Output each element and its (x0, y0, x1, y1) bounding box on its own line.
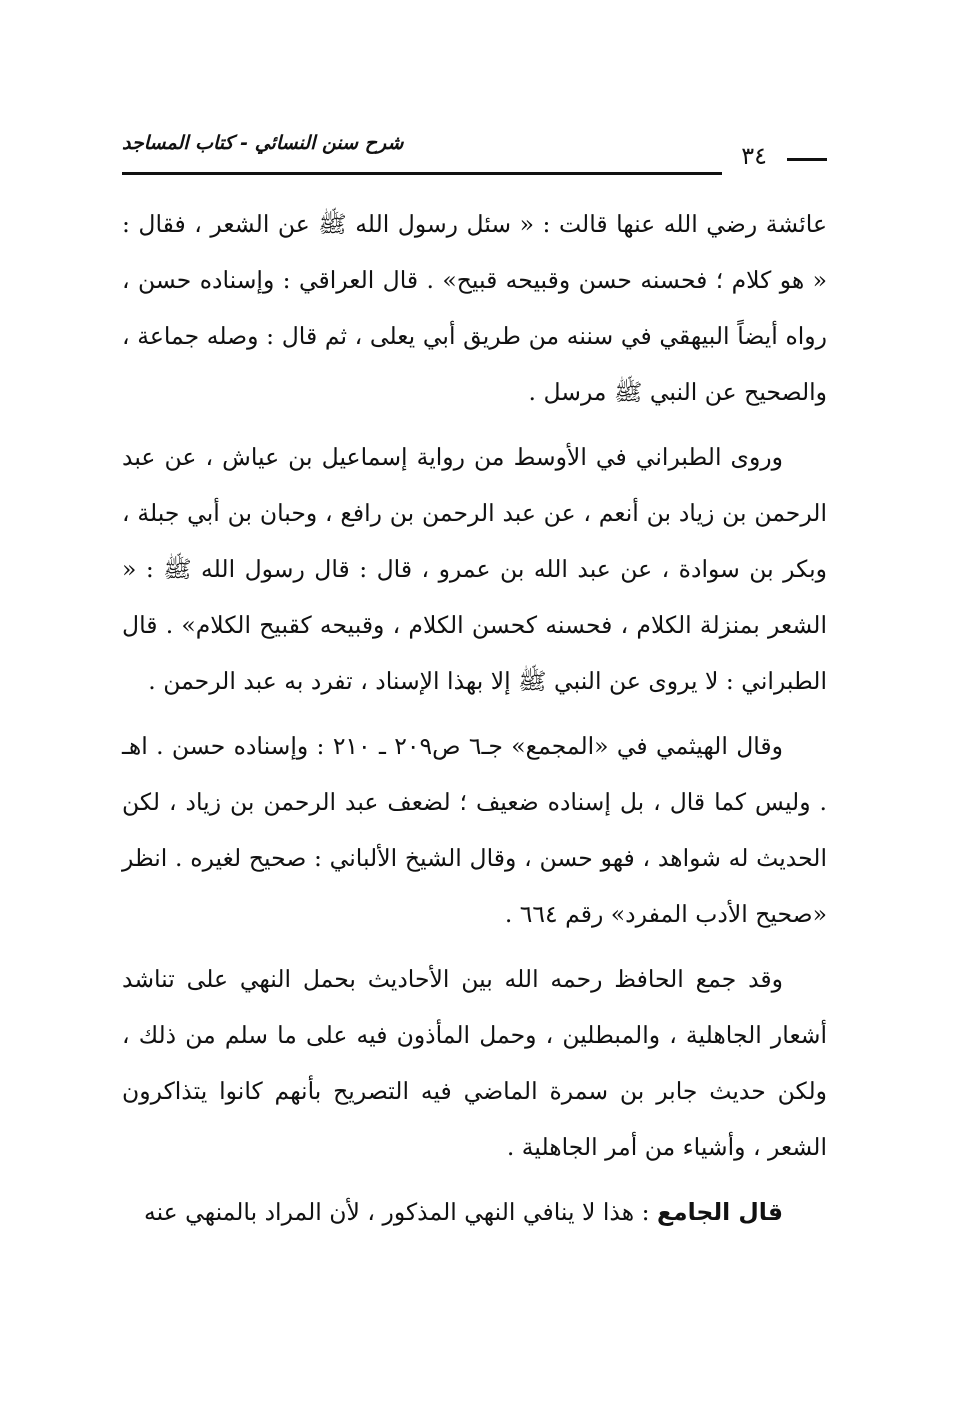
paragraph-4: وقد جمع الحافظ رحمه الله بين الأحاديث بحمل النهي على تناشد أشعار الجاهلية ، والمبطلين ، وحمل المأذون فيه على ما سلم من ذلك ، ولكن حديث جابر بن سمرة الماضي فيه التصريح بأنهم كانوا يتذاكرون الشعر ، وأشياء من أمر الجاهلية . (122, 965, 827, 1161)
page-number-dash (787, 158, 827, 161)
paragraph-3: وقال الهيثمي في «المجمع» جـ٦ ص٢٠٩ ـ ٢١٠ : وإسناده حسن . اهـ . وليس كما قال ، بل إسناده ضعيف ؛ لضعف عبد الرحمن بن زياد ، لكن الحديث له شواهد ، فهو حسن ، وقال الشيخ الألباني : صحيح لغيره . انظر «صحيح الأدب المفرد» رقم ٦٦٤ . (122, 732, 827, 928)
paragraph-1: عائشة رضي الله عنها قالت : « سئل رسول الله ﷺ عن الشعر ، فقال : « هو كلام ؛ فحسنه حسن وقبيحه قبيح» . قال العراقي : وإسناده حسن ، رواه أيضاً البيهقي في سننه من طريق أبي يعلى ، ثم قال : وصله جماعة ، والصحيح عن النبي ﷺ مرسل . (122, 210, 827, 406)
paragraph-5-label: قال الجامع (656, 1198, 783, 1226)
header-rule (122, 172, 722, 175)
paragraph-5-text: : هذا لا ينافي النهي المذكور ، لأن المراد بالمنهي عنه (143, 1198, 657, 1226)
paragraph-2: وروى الطبراني في الأوسط من رواية إسماعيل بن عياش ، عن عبد الرحمن بن زياد بن أنعم ، عن عبد الرحمن بن رافع ، وحبان بن أبي جبلة ، وبكر بن سوادة ، عن عبد الله بن عمرو ، قال : قال رسول الله ﷺ : « الشعر بمنزلة الكلام ، فحسنه كحسن الكلام ، وقبيحه كقبيح الكلام» . قال الطبراني : لا يروى عن النبي ﷺ إلا بهذا الإسناد ، تفرد به عبد الرحمن . (122, 443, 827, 695)
running-title: شرح سنن النسائي - كتاب المساجد (122, 132, 404, 154)
page-number: ٣٤ (741, 142, 767, 170)
page-header (122, 128, 827, 178)
body-text (122, 196, 827, 1249)
paragraph-5 (122, 1184, 827, 1240)
